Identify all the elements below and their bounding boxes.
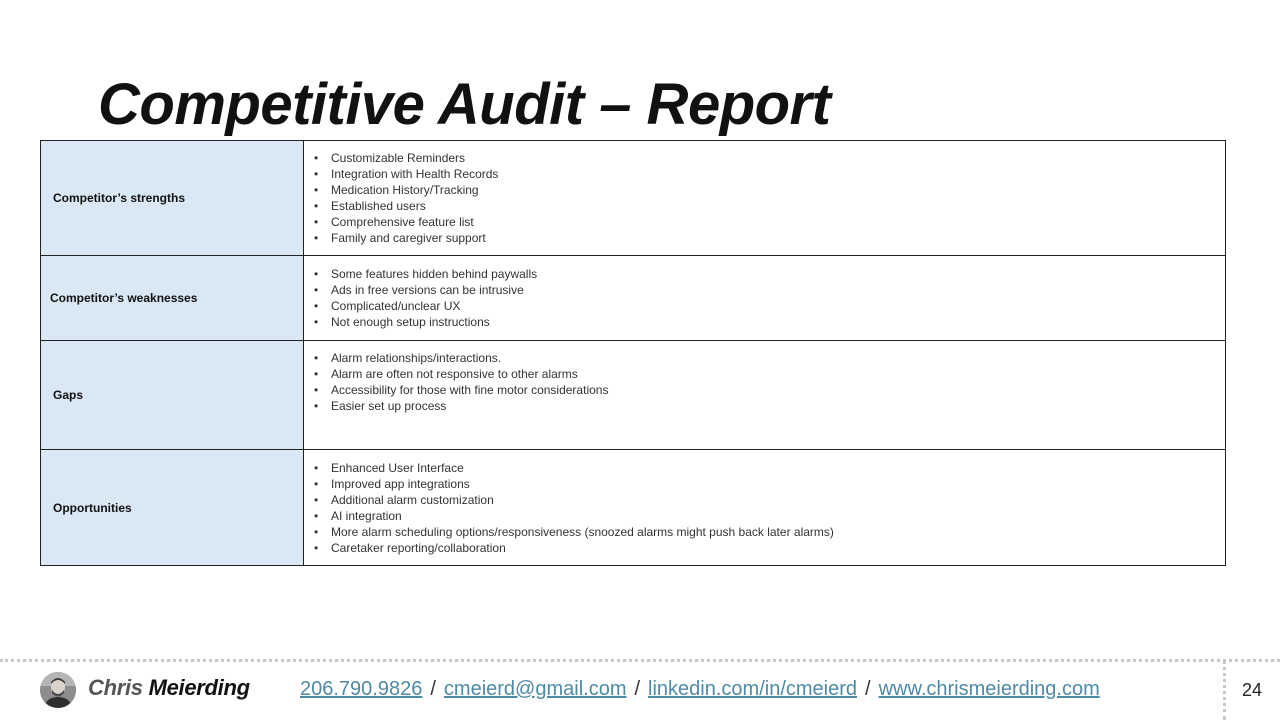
list-item: • Caretaker reporting/collaboration bbox=[314, 540, 1215, 556]
list-item: • Customizable Reminders bbox=[314, 150, 1215, 166]
row-label-weaknesses: Competitor’s weaknesses bbox=[41, 256, 304, 341]
table-row-weaknesses bbox=[41, 256, 1226, 341]
list-item: • More alarm scheduling options/responsiveness (snoozed alarms might push back later alarms) bbox=[314, 524, 1215, 540]
row-items-gaps bbox=[304, 341, 1226, 450]
contact-links bbox=[300, 678, 1100, 701]
profile-photo-icon bbox=[40, 672, 76, 708]
avatar bbox=[40, 672, 76, 708]
list-item: • Medication History/Tracking bbox=[314, 182, 1215, 198]
website-link[interactable]: www.chrismeierding.com bbox=[878, 678, 1100, 700]
bullet-list bbox=[314, 350, 1215, 414]
list-item: • Family and caregiver support bbox=[314, 230, 1215, 246]
author-first-name: Chris bbox=[88, 675, 143, 700]
list-item: • Easier set up process bbox=[314, 398, 1215, 414]
list-item: • Alarm relationships/interactions. bbox=[314, 350, 1215, 366]
linkedin-link[interactable]: linkedin.com/in/cmeierd bbox=[648, 678, 858, 700]
author-name bbox=[88, 675, 250, 701]
list-item: • Enhanced User Interface bbox=[314, 460, 1215, 476]
bullet-list bbox=[314, 150, 1215, 246]
list-item: • Complicated/unclear UX bbox=[314, 298, 1215, 314]
phone-link[interactable]: 206.790.9826 bbox=[300, 678, 423, 700]
separator: / bbox=[634, 678, 641, 700]
list-item: • Improved app integrations bbox=[314, 476, 1215, 492]
page-title: Competitive Audit – Report bbox=[98, 72, 831, 137]
list-item: • Some features hidden behind paywalls bbox=[314, 266, 1215, 282]
competitive-audit-table bbox=[40, 140, 1226, 566]
list-item: • Ads in free versions can be intrusive bbox=[314, 282, 1215, 298]
list-item: • Integration with Health Records bbox=[314, 166, 1215, 182]
list-item: • Comprehensive feature list bbox=[314, 214, 1215, 230]
page-number-divider bbox=[1223, 660, 1226, 720]
row-items-strengths bbox=[304, 141, 1226, 256]
author-last-name: Meierding bbox=[148, 675, 250, 700]
footer-divider bbox=[0, 659, 1280, 662]
list-item: • Additional alarm customization bbox=[314, 492, 1215, 508]
list-item: • Established users bbox=[314, 198, 1215, 214]
row-label-strengths: Competitor’s strengths bbox=[41, 141, 304, 256]
list-item: • Accessibility for those with fine motor considerations bbox=[314, 382, 1215, 398]
email-link[interactable]: cmeierd@gmail.com bbox=[443, 678, 627, 700]
bullet-list bbox=[314, 266, 1215, 330]
row-items-opportunities bbox=[304, 450, 1226, 566]
table-row-opportunities bbox=[41, 450, 1226, 566]
row-items-weaknesses bbox=[304, 256, 1226, 341]
list-item: • AI integration bbox=[314, 508, 1215, 524]
bullet-list bbox=[314, 460, 1215, 556]
row-label-opportunities: Opportunities bbox=[41, 450, 304, 566]
list-item: • Not enough setup instructions bbox=[314, 314, 1215, 330]
table-row-strengths bbox=[41, 141, 1226, 256]
separator: / bbox=[865, 678, 871, 700]
row-label-gaps: Gaps bbox=[41, 341, 304, 450]
separator: / bbox=[430, 678, 436, 700]
page-number: 24 bbox=[1242, 680, 1263, 700]
table-row-gaps bbox=[41, 341, 1226, 450]
list-item: • Alarm are often not responsive to other alarms bbox=[314, 366, 1215, 382]
